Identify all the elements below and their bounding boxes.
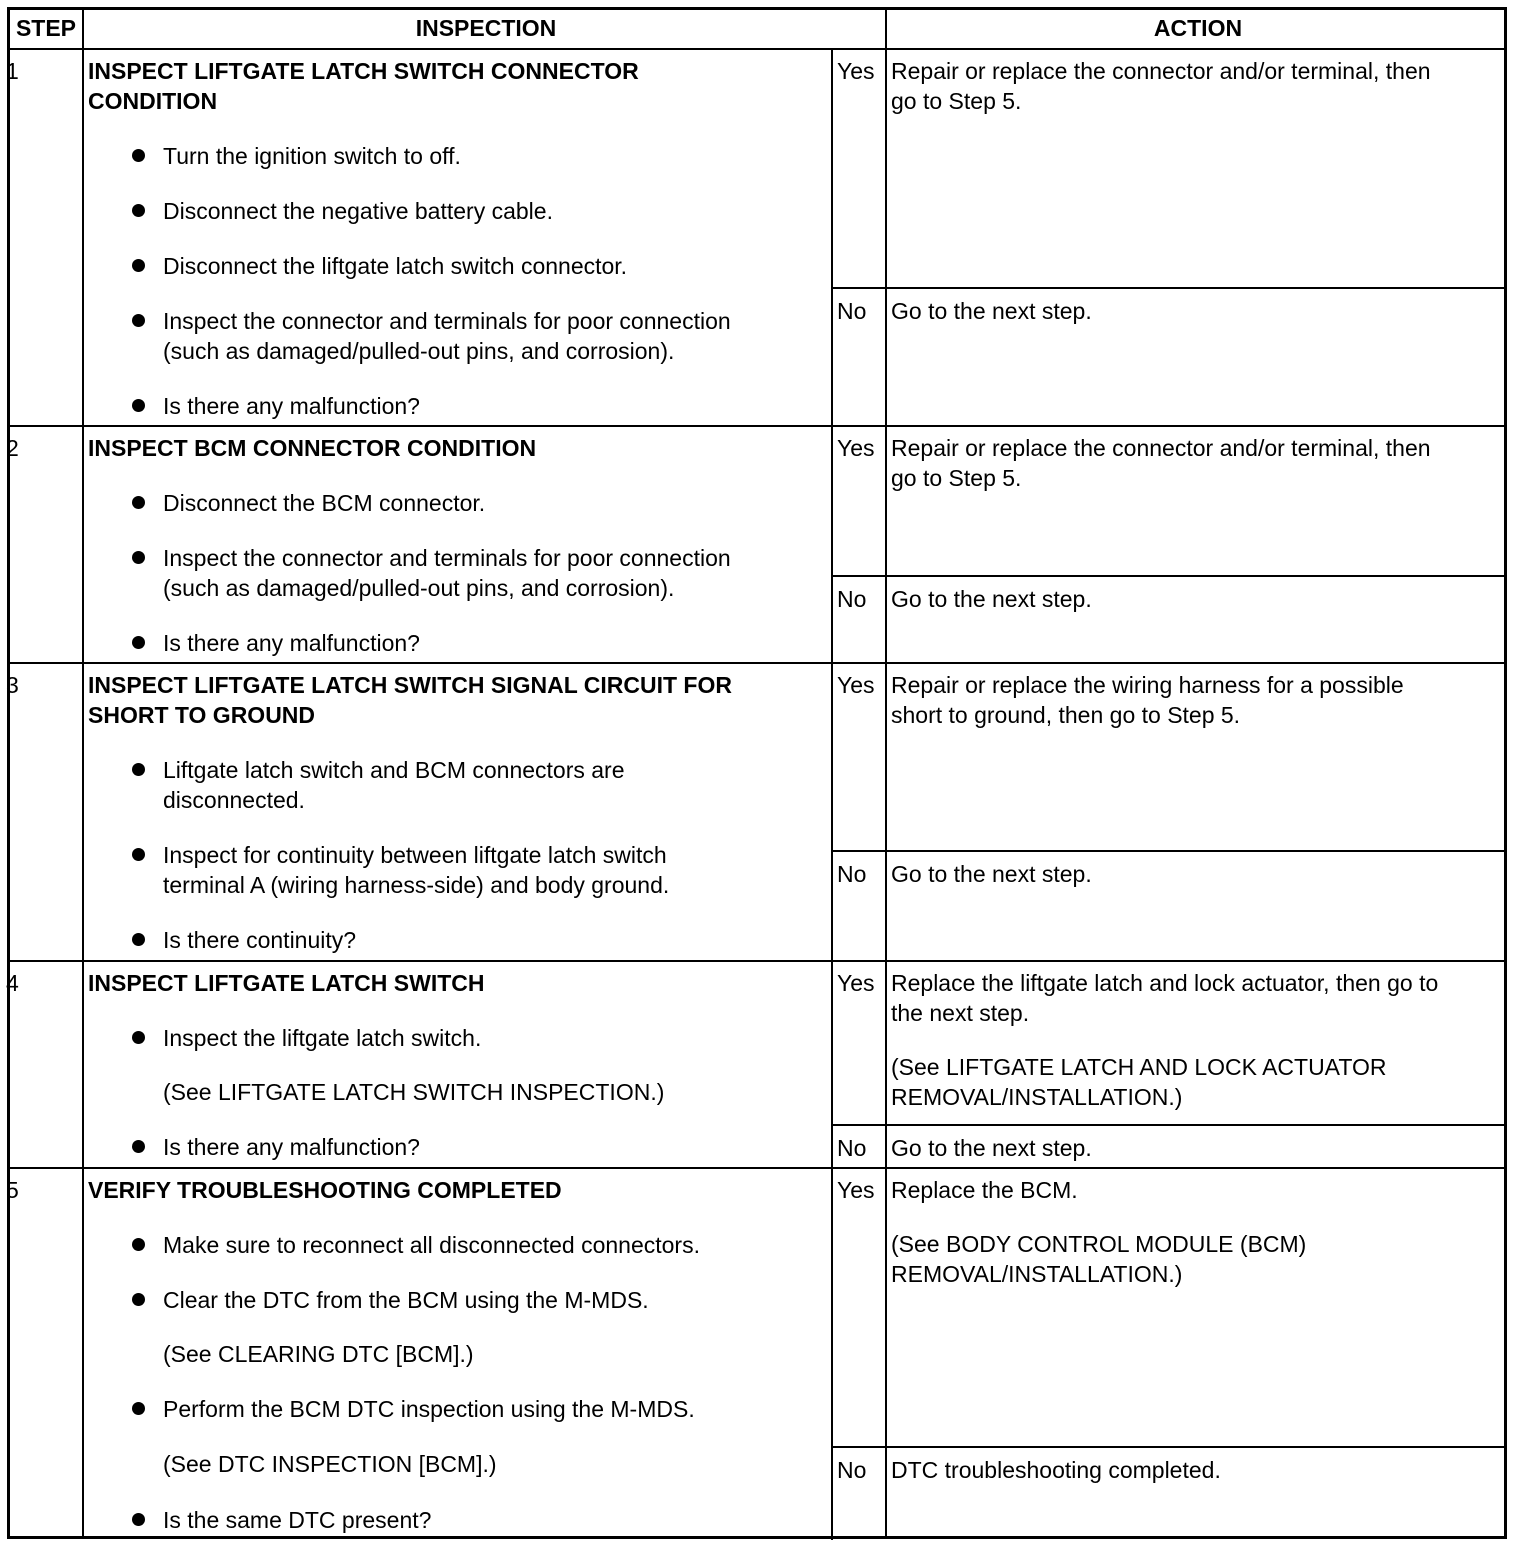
yes-label: Yes xyxy=(837,1177,875,1203)
no-label: No xyxy=(837,1457,867,1483)
inspection-reference: (See LIFTGATE LATCH SWITCH INSPECTION.) xyxy=(163,1079,665,1105)
step-title: INSPECT LIFTGATE LATCH SWITCH xyxy=(88,970,485,996)
inspection-item: Disconnect the BCM connector. xyxy=(163,490,486,516)
inspection-item: Inspect the connector and terminals for poor connection xyxy=(163,545,731,571)
yes-action-text: the next step. xyxy=(891,1000,1030,1026)
step-number: 5 xyxy=(6,1177,19,1203)
bullet-icon xyxy=(132,1402,145,1415)
step-title: INSPECT LIFTGATE LATCH SWITCH SIGNAL CIRCUIT FOR xyxy=(88,672,732,698)
bullet-icon xyxy=(132,551,145,564)
inspection-item: Is the same DTC present? xyxy=(163,1507,432,1533)
inspection-column-divider xyxy=(831,663,833,961)
yes-no-divider xyxy=(831,287,1504,289)
step-number: 1 xyxy=(6,58,19,84)
bullet-icon xyxy=(132,933,145,946)
step-title: INSPECT LIFTGATE LATCH SWITCH CONNECTOR xyxy=(88,58,639,84)
yes-action-text: Replace the liftgate latch and lock actuator, then go to xyxy=(891,970,1439,996)
yes-label: Yes xyxy=(837,970,875,996)
no-label: No xyxy=(837,586,867,612)
yes-no-divider xyxy=(831,850,1504,852)
bullet-icon xyxy=(132,1140,145,1153)
no-action-text: Go to the next step. xyxy=(891,1135,1092,1161)
inspection-reference: (See DTC INSPECTION [BCM].) xyxy=(163,1451,497,1477)
bullet-icon xyxy=(132,848,145,861)
inspection-item: Make sure to reconnect all disconnected connectors. xyxy=(163,1232,700,1258)
inspection-item: Is there continuity? xyxy=(163,927,357,953)
no-label: No xyxy=(837,1135,867,1161)
bullet-icon xyxy=(132,399,145,412)
inspection-column-divider xyxy=(831,961,833,1168)
inspection-item: Disconnect the liftgate latch switch connector. xyxy=(163,253,628,279)
yes-no-divider xyxy=(831,1124,1504,1126)
yes-no-divider xyxy=(831,1446,1504,1448)
inspection-item: disconnected. xyxy=(163,787,305,813)
yes-label: Yes xyxy=(837,435,875,461)
inspection-item: Liftgate latch switch and BCM connectors are xyxy=(163,757,625,783)
inspection-column-divider xyxy=(831,426,833,663)
no-action-text: DTC troubleshooting completed. xyxy=(891,1457,1221,1483)
inspection-item: Perform the BCM DTC inspection using the M-MDS. xyxy=(163,1396,695,1422)
bullet-icon xyxy=(132,1293,145,1306)
row-divider xyxy=(10,1167,1504,1169)
inspection-item: Inspect the connector and terminals for poor connection xyxy=(163,308,731,334)
header-step: STEP xyxy=(15,15,77,41)
inspection-reference: (See CLEARING DTC [BCM].) xyxy=(163,1341,474,1367)
inspection-item: Disconnect the negative battery cable. xyxy=(163,198,553,224)
yes-action-text: REMOVAL/INSTALLATION.) xyxy=(891,1084,1183,1110)
row-divider xyxy=(10,425,1504,427)
bullet-icon xyxy=(132,149,145,162)
bullet-icon xyxy=(132,636,145,649)
step-title: CONDITION xyxy=(88,88,218,114)
yes-label: Yes xyxy=(837,672,875,698)
step-number: 3 xyxy=(6,672,19,698)
header-divider xyxy=(10,48,1504,50)
inspection-item: (such as damaged/pulled-out pins, and corrosion). xyxy=(163,338,675,364)
bullet-icon xyxy=(132,259,145,272)
inspection-column-divider xyxy=(831,49,833,426)
header-action: ACTION xyxy=(1153,15,1243,41)
inspection-item: Is there any malfunction? xyxy=(163,1134,420,1160)
bullet-icon xyxy=(132,314,145,327)
no-action-text: Go to the next step. xyxy=(891,861,1092,887)
inspection-item: Clear the DTC from the BCM using the M-MDS. xyxy=(163,1287,649,1313)
no-label: No xyxy=(837,298,867,324)
yesno-column-divider xyxy=(885,10,887,1539)
yes-action-text: REMOVAL/INSTALLATION.) xyxy=(891,1261,1183,1287)
yes-action-text: Repair or replace the wiring harness for a possible xyxy=(891,672,1404,698)
yes-action-text: short to ground, then go to Step 5. xyxy=(891,702,1241,728)
yes-action-text: Replace the BCM. xyxy=(891,1177,1078,1203)
row-divider xyxy=(10,662,1504,664)
troubleshooting-table xyxy=(7,7,1507,1539)
no-action-text: Go to the next step. xyxy=(891,586,1092,612)
bullet-icon xyxy=(132,204,145,217)
step-number: 2 xyxy=(6,435,19,461)
yes-action-text: (See BODY CONTROL MODULE (BCM) xyxy=(891,1231,1307,1257)
header-inspection: INSPECTION xyxy=(415,15,557,41)
bullet-icon xyxy=(132,1513,145,1526)
step-title: INSPECT BCM CONNECTOR CONDITION xyxy=(88,435,537,461)
bullet-icon xyxy=(132,763,145,776)
yes-action-text: go to Step 5. xyxy=(891,88,1022,114)
bullet-icon xyxy=(132,1238,145,1251)
yes-action-text: Repair or replace the connector and/or terminal, then xyxy=(891,58,1431,84)
yes-action-text: go to Step 5. xyxy=(891,465,1022,491)
bullet-icon xyxy=(132,1031,145,1044)
yes-label: Yes xyxy=(837,58,875,84)
inspection-item: Is there any malfunction? xyxy=(163,393,420,419)
yes-action-text: (See LIFTGATE LATCH AND LOCK ACTUATOR xyxy=(891,1054,1387,1080)
yes-action-text: Repair or replace the connector and/or terminal, then xyxy=(891,435,1431,461)
yes-no-divider xyxy=(831,575,1504,577)
inspection-item: Is there any malfunction? xyxy=(163,630,420,656)
no-action-text: Go to the next step. xyxy=(891,298,1092,324)
step-column-divider xyxy=(82,10,84,1539)
step-title: SHORT TO GROUND xyxy=(88,702,316,728)
inspection-column-divider xyxy=(831,1168,833,1540)
no-label: No xyxy=(837,861,867,887)
inspection-item: Inspect the liftgate latch switch. xyxy=(163,1025,482,1051)
bullet-icon xyxy=(132,496,145,509)
step-number: 4 xyxy=(6,970,19,996)
step-title: VERIFY TROUBLESHOOTING COMPLETED xyxy=(88,1177,562,1203)
row-divider xyxy=(10,960,1504,962)
inspection-item: (such as damaged/pulled-out pins, and corrosion). xyxy=(163,575,675,601)
inspection-item: terminal A (wiring harness-side) and body ground. xyxy=(163,872,670,898)
inspection-item: Inspect for continuity between liftgate latch switch xyxy=(163,842,667,868)
inspection-item: Turn the ignition switch to off. xyxy=(163,143,461,169)
